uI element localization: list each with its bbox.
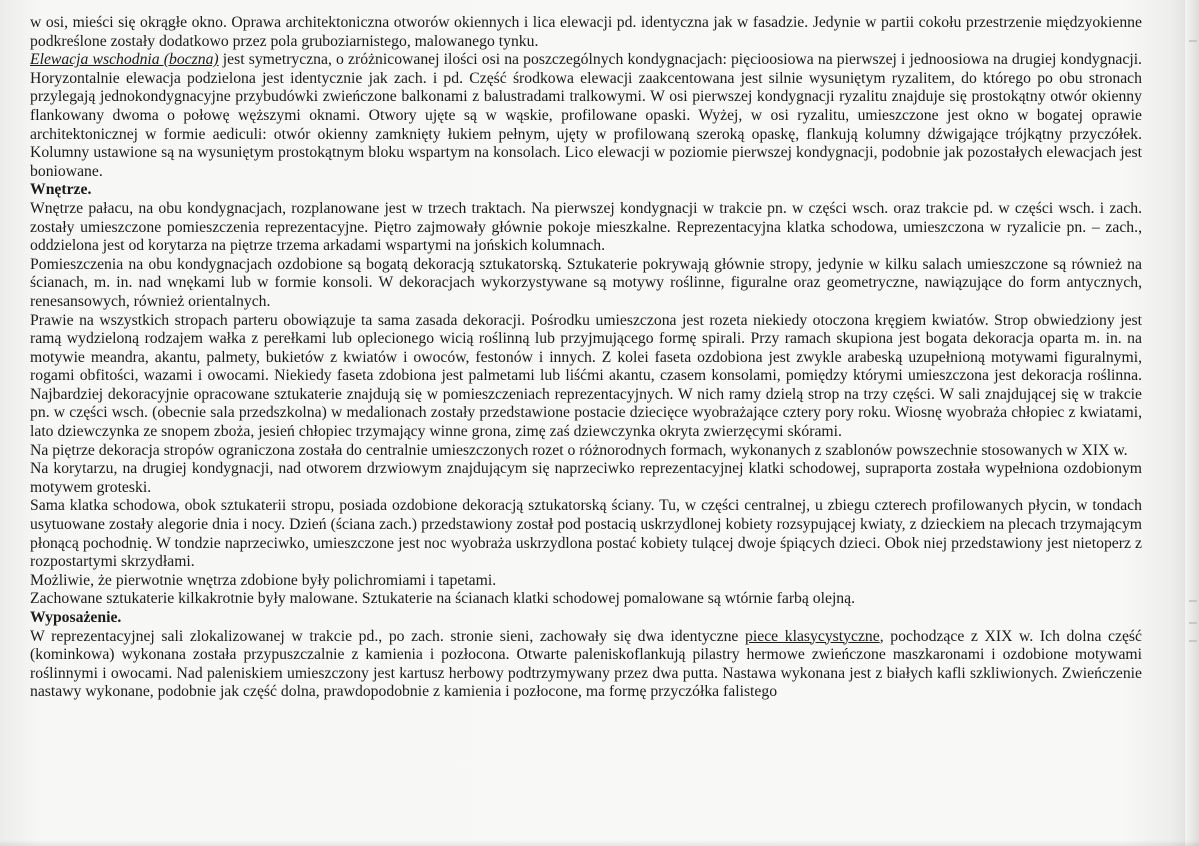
stoves-text-end: , pochodzące z XIX w. Ich dolna część (kominkowa) wykonana została przypuszczalnie z kamienia i pozłocona. Otwarte paleniskoflankują pilastry hermowe zwieńczone maszkaronami i ozdobione motywami roślinnymi i owocami. Nad paleniskiem umieszczony jest kartusz herbowy podtrzymywany przez dwa putta. Nastawa wykonana jest z białych kafli szkliwionych. Zwieńczenie nastawy wykonane, podobnie jak część dolna, prawdopodobnie z kamienia i pozłocone, ma formę przyczółka falistego <box>30 627 1142 701</box>
edge-mark <box>1189 622 1197 624</box>
stoves-underlined-term: piece klasycystyczne <box>745 627 880 645</box>
paragraph-east-elevation <box>30 51 1142 181</box>
paragraph-painted-stucco: Zachowane sztukaterie kilkakrotnie były malowane. Sztukaterie na ścianach klatki schodowej pomalowane są wtórnie farbą olejną. <box>30 590 856 608</box>
paragraph-staircase: Sama klatka schodowa, obok sztukaterii stropu, posiada ozdobione dekoracją sztukatorską ściany. Tu, w części centralnej, u zbiegu czterech profilowanych płycin, w tondach usytuowane zostały alegorie dnia i nocy. Dzień (ściana zach.) przedstawiony został pod postacią uskrzydlonej kobiety rozsypującej kwiaty, z dzieckiem na plecach trzymającym płonącą pochodnię. W tondzie naprzeciwko, umieszczone jest noc wyobraża uskrzydlona postać kobiety tulącej dwoje śpiących dzieci. Obok niej przedstawiony jest nietoperz z rozpostartymi skrzydłami. <box>30 497 1142 571</box>
document-body <box>30 14 1142 702</box>
paragraph-interior-layout: Wnętrze pałacu, na obu kondygnacjach, rozplanowane jest w trzech traktach. Na pierwszej kondygnacji w trakcie pn. w części wsch. oraz trakcie pd. w części wsch. i zach. zostały umieszczone pomieszczenia reprezentacyjne. Piętro zajmowały głównie pokoje mieszkalne. Reprezentacyjna klatka schodowa, umieszczona w ryzalicie pn. – zach., oddzielona jest od korytarza na piętrze trzema arkadami wspartymi na jońskich kolumnach. <box>30 199 1142 255</box>
paragraph-polychromes: Możliwie, że pierwotnie wnętrza zdobione były polichromiami i tapetami. <box>30 571 497 589</box>
heading-interior: Wnętrze. <box>30 181 92 199</box>
stoves-text-start: W reprezentacyjnej sali zlokalizowanej w trakcie pd., po zach. stronie sieni, zachowały się dwa identyczne <box>30 627 746 645</box>
paragraph-ceilings: Prawie na wszystkich stropach parteru obowiązuje ta sama zasada dekoracji. Pośrodku umieszczona jest rozeta niekiedy otoczona kręgiem kwiatów. Strop obwiedziony jest ramą wydzieloną rodzajem wałka z perełkami lub oplecionego wicią roślinną lub przyjmującego formę spirali. Przy ramach skupiona jest bogata dekoracja oparta m. in. na motywie meandra, akantu, palmety, bukietów z kwiatów i owoców, festonów i innych. Z kolei faseta ozdobiona jest zwykle arabeską uzupełnioną motywami figuralnymi, rogami obfitości, wazami i owocami. Niekiedy faseta zdobiona jest palmetami lub liśćmi akantu, czasem konsolami, pomiędzy którymi umieszczona jest dekoracja roślinna. Najbardziej dekoracyjnie opracowane sztukaterie znajdują się w pomieszczeniach reprezentacyjnych. W nich ramy dzielą strop na trzy części. W sali znajdującej się w trakcie pn. w części wsch. (obecnie sala przedszkolna) w medalionach zostały przedstawione postacie dziecięce wyobrażające cztery pory roku. Wiosnę wyobraża chłopiec z kwiatami, lato dziewczynka ze snopem zboża, jesień chłopiec trzymający winne grona, zimę zaś dziewczynka okryta zwierzęcymi skórami. <box>30 311 1142 441</box>
heading-furnishings: Wyposażenie. <box>30 609 122 626</box>
paragraph-stoves <box>30 628 1142 702</box>
edge-mark <box>1189 40 1197 42</box>
paragraph-stucco: Pomieszczenia na obu kondygnacjach ozdobione są bogatą dekoracją sztukatorską. Sztukaterie pokrywają głównie stropy, jedynie w kilku salach umieszczone są również na ścianach, m. in. nad wnękami lub w formie konsoli. W dekoracjach wykorzystywane są motywy roślinne, figuralne oraz geometryczne, nawiązujące do form antycznych, renesansowych, również orientalnych. <box>30 255 1142 310</box>
edge-mark <box>1189 640 1197 642</box>
paragraph-window: w osi, mieści się okrągłe okno. Oprawa architektoniczna otworów okiennych i lica elewacji pd. identyczna jak w fasadzie. Jedynie w partii cokołu przestrzenie międzyokienne podkreślone zostały dodatkowo przez pola gruboziarnistego, malowanego tynku. <box>30 14 1142 50</box>
paragraph-upper-floor: Na piętrze dekoracja stropów ograniczona została do centralnie umieszczonych rozet o różnorodnych formach, wykonanych z szablonów powszechnie stosowanych w XIX w. <box>30 441 1128 459</box>
page-edge <box>1184 0 1199 846</box>
edge-mark <box>1189 600 1197 602</box>
paragraph-corridor: Na korytarzu, na drugiej kondygnacji, nad otworem drzwiowym znajdującym się naprzeciwko reprezentacyjnej klatki schodowej, supraporta została wypełniona ozdobionym motywem groteski. <box>30 460 1142 496</box>
scan-shadow <box>0 840 1199 846</box>
east-elevation-text: jest symetryczna, o zróżnicowanej ilości osi na poszczególnych kondygnacjach: pięcioosiowa na pierwszej i jednoosiowa na drugiej kondygnacji. Horyzontalnie elewacja podzielona jest identycznie jak zach. i pd. Część środkowa elewacji zaakcentowana jest silnie wysuniętym ryzalitem, do którego po obu stronach przylegają jednokondygnacyjne przybudówki zwieńczone balkonami z balustradami tralkowymi. W osi pierwszej kondygnacji ryzalitu znajduje się prostokątny otwór okienny flankowany dwoma o połowę węższymi oknami. Otwory ujęte są w wąskie, profilowane opaski. Wyżej, w osi ryzalitu, umieszczone jest okno w bogatej oprawie architektonicznej w formie aediculi: otwór okienny zamknięty łukiem pełnym, ujęty w profilowaną szeroką opaskę, flankują kolumny dźwigające trójkątny przyczółek. Kolumny ustawione są na wysuniętym prostokątnym bloku wspartym na konsolach. Lico elewacji w poziomie pierwszej kondygnacji, podobnie jak pozostałych elewacjach jest boniowane. <box>30 51 1142 180</box>
east-elevation-heading: Elewacja wschodnia (boczna) <box>30 51 219 69</box>
